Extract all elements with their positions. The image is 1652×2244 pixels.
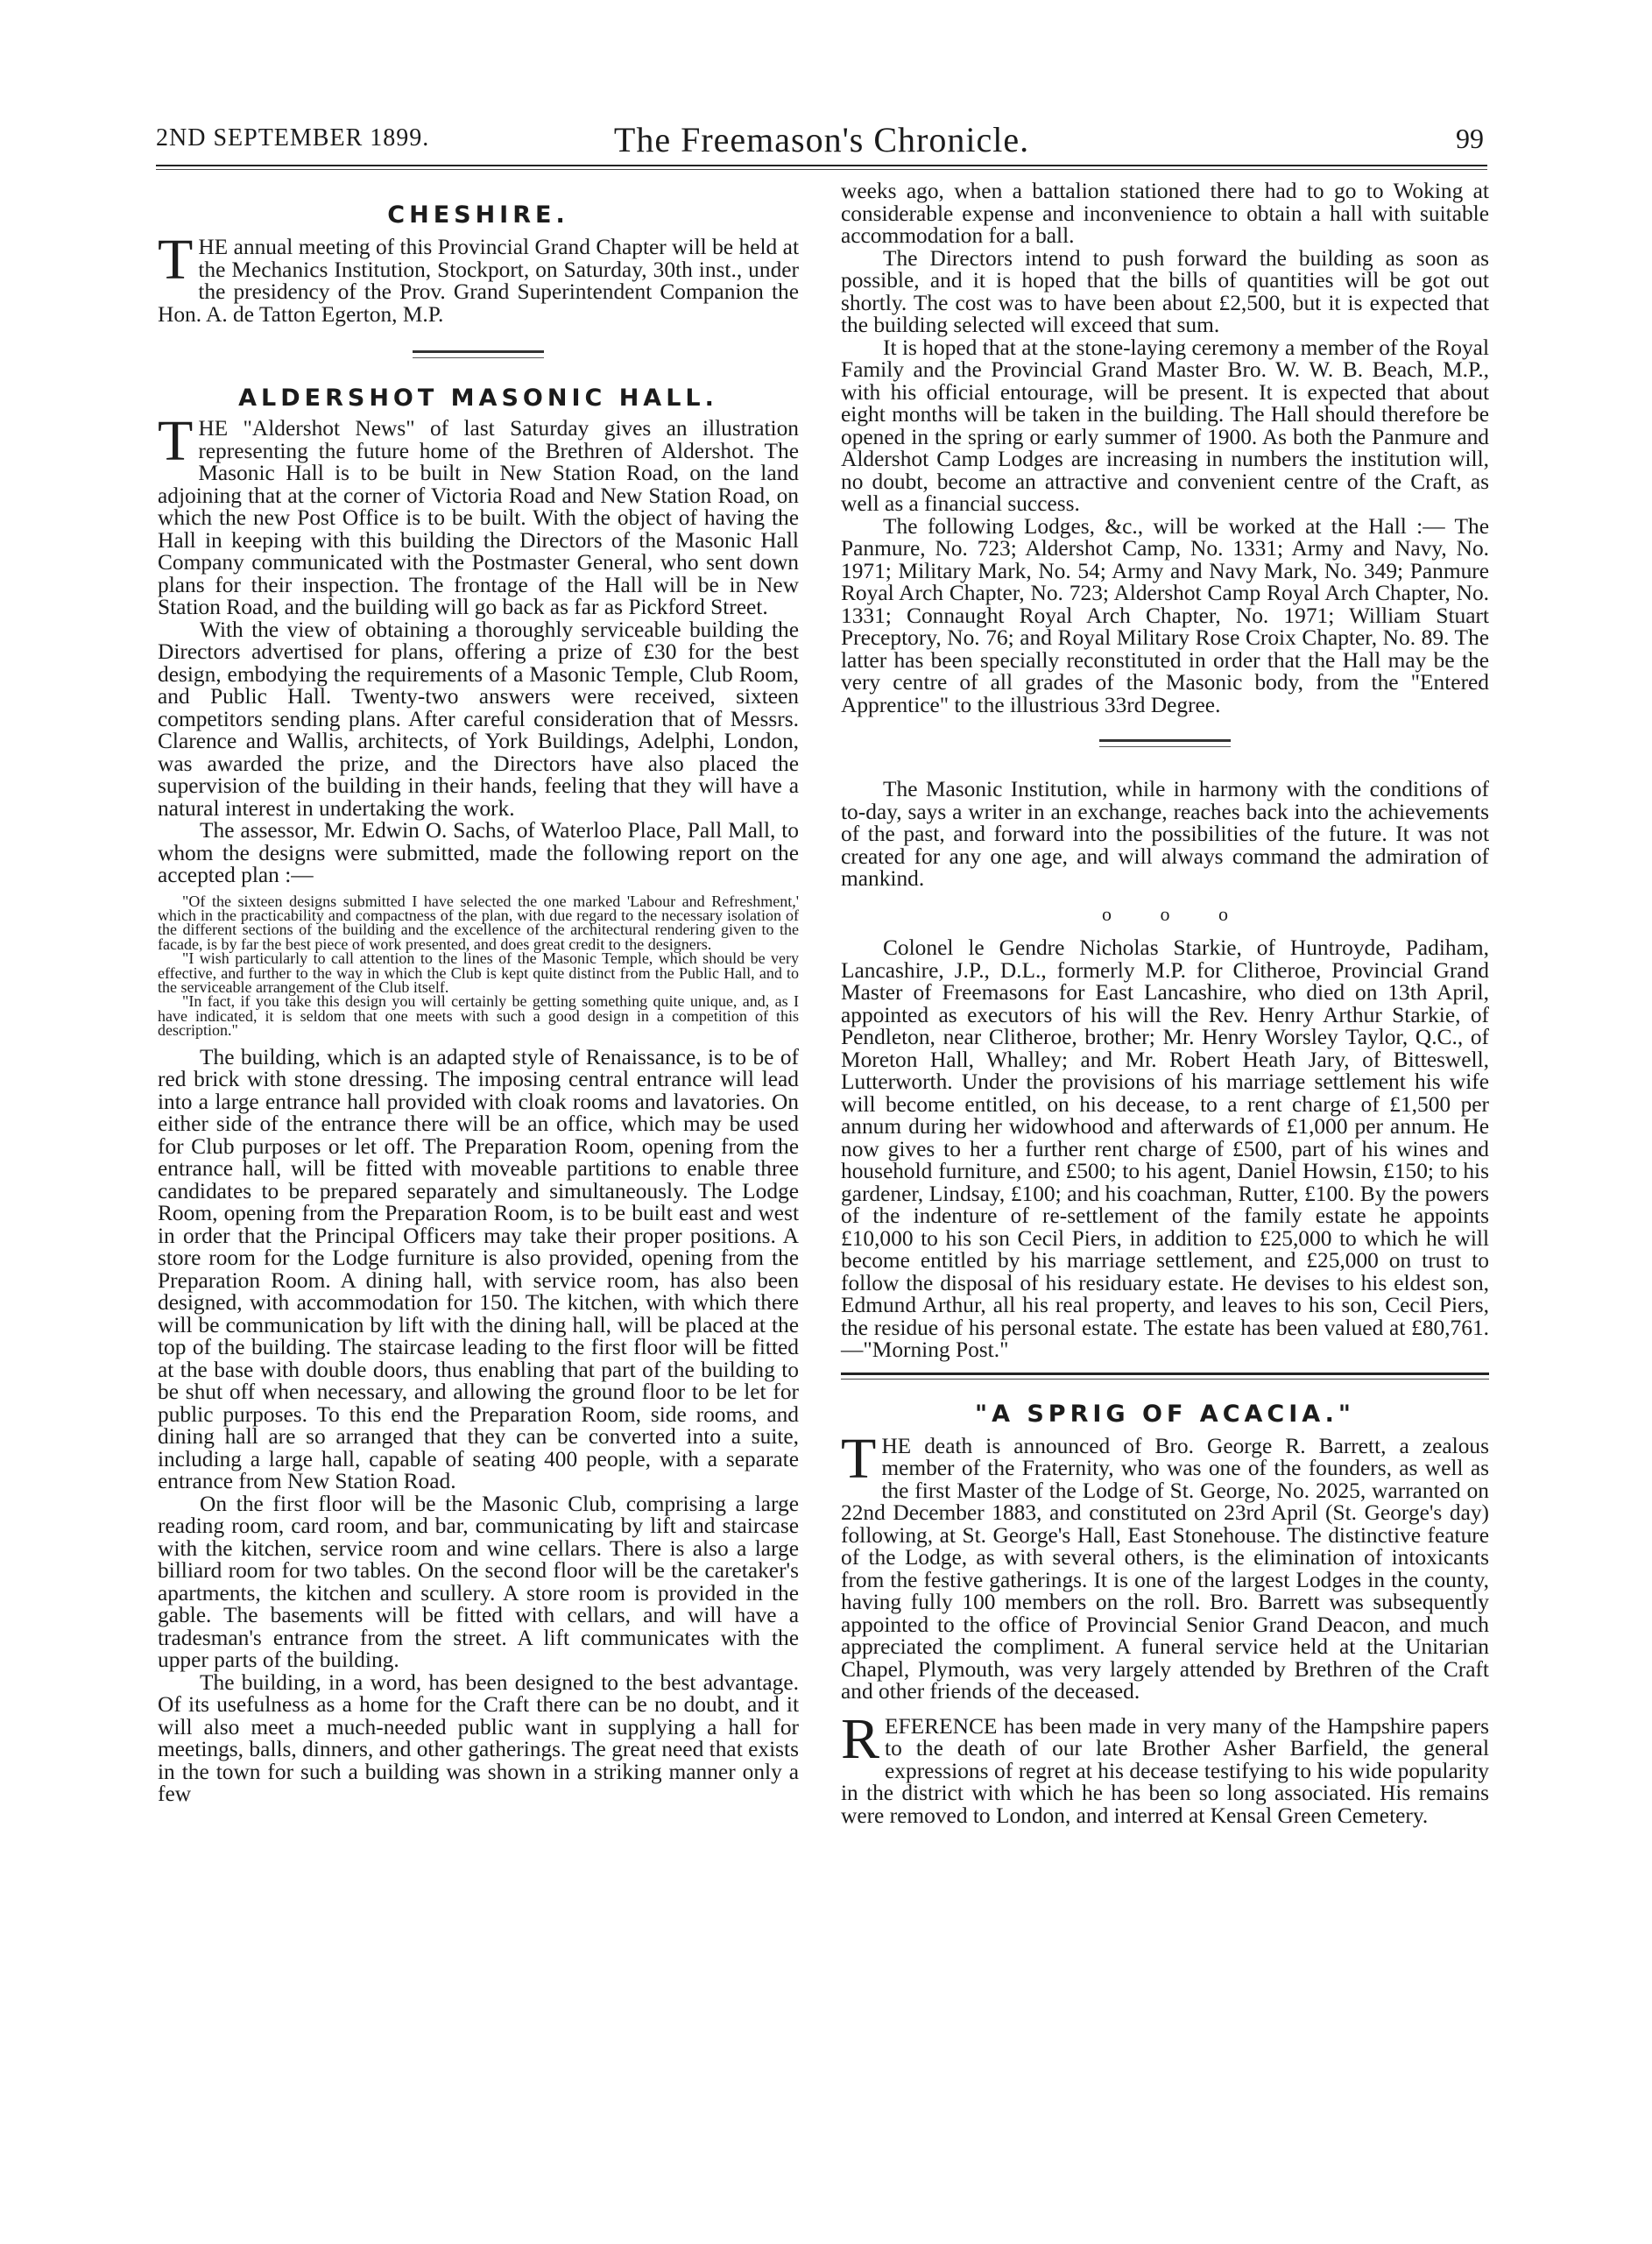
- left-column: [158, 180, 799, 1806]
- header-rule-thin: [156, 169, 1487, 170]
- aldershot-paragraph: The building, which is an adapted style of Renaissance, is to be of red brick with stone dressing. The imposing central entrance will lead into a large entrance hall provided with cloak rooms and lavatories. On either side of the entrance there will be an office, which may be used for Club purposes or let off. The Preparation Room, opening from the entrance hall, will be fitted with moveable partitions to enable three candidates to be prepared separately and simultaneously. The Lodge Room, opening from the Preparation Room, is to be built east and west in order that the Principal Officers may take their proper positions. A store room for the Lodge furniture is also provided, opening from the Preparation Room. A dining hall, with service room, has also been designed, with accommodation for 150. The kitchen, with which there will be communication by lift with the dining hall, will be placed at the top of the building. The staircase leading to the first floor will be fitted at the base with double doors, thus enabling that part of the building to be shut off when necessary, and allowing the ground floor to be let for public purposes. To this end the Preparation Room, side rooms, and dining hall are so arranged that they can be converted into a suite, including a large hall, capable of seating 400 people, with a separate entrance from New Station Road.: [158, 1044, 799, 1494]
- aldershot-paragraph: With the view of obtaining a thoroughly serviceable building the Directors advertised for plans, offering a prize of £30 for the best design, embodying the requirements of a Masonic Temple, Club Room, and Public Hall. Twenty-two answers were received, sixteen competitors sending plans. After careful consideration that of Messrs. Clarence and Wallis, architects, of York Buildings, Adelphi, London, was awarded the prize, and the Directors have also placed the supervision of the building in their hands, feeling that they will have a natural interest in undertaking the work.: [158, 617, 799, 821]
- starkie-will-paragraph: Colonel le Gendre Nicholas Starkie, of Huntroyde, Padiham, Lancashire, J.P., D.L., formerly M.P. for Clitheroe, Provincial Grand Master of Freemasons for East Lancashire, who died on 13th April, appointed as executors of his will the Rev. Henry Arthur Starkie, of Pendleton, near Clitheroe, brother; Mr. Henry Worsley Taylor, Q.C., of Moreton Hall, Whalley; and Mr. Robert Heath Jary, of Bitteswell, Lutterworth. Under the provisions of his marriage settlement his wife will become entitled, on his decease, to a rent charge of £1,500 per annum during her widowhood and afterwards of £1,000 per annum. He now gives to her a further rent charge of £500, part of his wines and household furniture, and £500; to his agent, Daniel Howsin, £150; to his gardener, Lindsay, £100; and his coachman, Rutter, £100. By the powers of the indenture of re-settlement of the family estate he appoints £10,000 to his son Cecil Piers, in addition to £25,000 to which he will become entitled by his marriage settlement, and £25,000 on trust to follow the disposal of his residuary estate. He devises to his eldest son, Edmund Arthur, all his real property, and leaves to his son, Cecil Piers, the residue of his personal estate. The estate has been valued at £80,761.—"Morning Post.": [841, 935, 1489, 1362]
- right-column: [841, 180, 1489, 1827]
- cheshire-body: THE annual meeting of this Provincial Grand Chapter will be held at the Mechanics Institution, Stockport, on Saturday, 30th inst., under the presidency of the Prov. Grand Superintendent Companion the Hon. A. de Tatton Egerton, M.P.: [158, 228, 799, 327]
- aldershot-paragraph: It is hoped that at the stone-laying ceremony a member of the Royal Family and the Provincial Grand Master Bro. W. W. B. Beach, M.P., with his official entourage, will be present. It is expected that about eight months will be taken in the building. The Hall should therefore be opened in the spring or early summer of 1900. As both the Panmure and Aldershot Camp Lodges are increasing in numbers the institution will, no doubt, become an attractive and convenient centre of the Craft, as well as a financial success.: [841, 335, 1489, 516]
- cheshire-heading: CHESHIRE.: [387, 201, 569, 229]
- page-number: 99: [1456, 123, 1484, 154]
- issue-date: 2ND SEPTEMBER 1899.: [156, 124, 430, 152]
- aldershot-heading: ALDERSHOT MASONIC HALL.: [238, 385, 718, 412]
- aldershot-paragraph: The following Lodges, &c., will be worked at the Hall :— The Panmure, No. 723; Aldershot Camp, No. 1331; Army and Navy, No. 1971; Military Mark, No. 54; Army and Navy Mark, No. 349; Panmure Royal Arch Chapter, No. 723; Aldershot Camp Royal Arch Chapter, No. 1331; Connaught Royal Arch Chapter, No. 1971; William Stuart Preceptory, No. 76; and Royal Military Rose Croix Chapter, No. 89. The latter has been specially reconstituted in order that the Hall may be the very centre of all grades of the Masonic body, from the "Entered Apprentice" to the illustrious 33rd Degree.: [841, 513, 1489, 717]
- section-divider: [1099, 739, 1231, 747]
- quote-paragraph: "In fact, if you take this design you will certainly be getting something quite unique, and, as I have indicated, it is seldom that one meets with such a good design in a competition of this description.": [158, 992, 799, 1040]
- masonic-institution-paragraph: The Masonic Institution, while in harmony with the conditions of to-day, says a writer in an exchange, reaches back into the achievements of the past, and forward into the possibilities of the future. It was not created for any one age, and will always command the admiration of mankind.: [841, 777, 1489, 891]
- assessor-report-quote: [158, 894, 799, 1038]
- aldershot-paragraph: THE "Aldershot News" of last Saturday gives an illustration representing the future home of the Brethren of Aldershot. The Masonic Hall is to be built in New Station Road, on the land adjoining that at the corner of Victoria Road and New Station Road, on which the new Post Office is to be built. With the object of having the Hall in keeping with this building the Directors of the Masonic Hall Company communicated with the Postmaster General, who sent down plans for their inspection. The frontage of the Hall will be in New Station Road, and the building will go back as far as Pickford Street.: [158, 409, 799, 619]
- quote-paragraph: "I wish particularly to call attention to the lines of the Masonic Temple, which should be very effective, and further to the way in which the Club is kept quite distinct from the Public Hall, and to the serviceable arrangement of the Club itself.: [158, 949, 799, 996]
- aldershot-paragraph: The assessor, Mr. Edwin O. Sachs, of Waterloo Place, Pall Mall, to whom the designs were submitted, made the following report on the accepted plan :—: [158, 818, 799, 887]
- acacia-heading: "A SPRIG OF ACACIA.": [975, 1400, 1355, 1428]
- aldershot-paragraph: The Directors intend to push forward the building as soon as possible, and it is hoped that the bills of quantities will be got out shortly. The cost was to have been about £2,500, but it is expected that the building selected will exceed that sum.: [841, 245, 1489, 337]
- section-divider: [413, 350, 544, 358]
- ornamental-dots: o o o: [1102, 902, 1228, 925]
- quote-paragraph: "Of the sixteen designs submitted I have selected the one marked 'Labour and Refreshment,' which in the practicability and compactness of the plan, with due regard to the necessary isolation of the different sections of the building and the excellence of the architectural rendering given to the facade, is by far the best piece of work presented, and does great credit to the designers.: [158, 892, 799, 953]
- aldershot-paragraph: On the first floor will be the Masonic Club, comprising a large reading room, card room, and bar, communicating by lift and staircase with the kitchen, service room and wine cellars. There is also a large billiard room for two tables. On the second floor will be the caretaker's apartments, the kitchen and scullery. A store room is provided in the gable. The basements will be fitted with cellars, and will have a tradesman's entrance from the street. A lift communicates with the upper parts of the building.: [158, 1491, 799, 1673]
- aldershot-continued: weeks ago, when a battalion stationed there had to go to Woking at considerable expense and inconvenience to obtain a hall with suitable accommodation for a ball.: [841, 179, 1489, 248]
- barfield-paragraph: REFERENCE has been made in very many of the Hampshire papers to the death of our late Brother Asher Barfield, the general expressions of regret at his decease testifying to his wide popularity in the district with which he has been so long associated. His remains were removed to London, and interred at Kensal Green Cemetery.: [841, 1706, 1489, 1828]
- acacia-paragraph: THE death is announced of Bro. George R. Barrett, a zealous member of the Fraternity, who was one of the founders, as well as the first Master of the Lodge of St. George, No. 2025, warranted on 22nd December 1883, and constituted on 23rd April (St. George's day) following, at St. George's Hall, East Stonehouse. The distinctive feature of the Lodge, as with several others, is the elimination of intoxicants from the festive gatherings. It is one of the largest Lodges in the county, having fully 100 members on the roll. Bro. Barrett was subsequently appointed to the office of Provincial Senior Grand Deacon, and much appreciated the compliment. A funeral service held at the Unitarian Chapel, Plymouth, was very largely attended by Brethren of the Craft and other friends of the deceased.: [841, 1426, 1489, 1704]
- header-rule: [156, 165, 1487, 166]
- aldershot-paragraph: The building, in a word, has been designed to the best advantage. Of its usefulness as a home for the Craft there can be no doubt, and it will also meet a much-needed public want in supplying a hall for meetings, balls, dinners, and other gatherings. The great need that exists in the town for such a building was shown in a striking manner only a few: [158, 1669, 799, 1807]
- section-divider: [841, 1373, 1489, 1380]
- page-header: [156, 119, 1487, 158]
- publication-title: The Freemason's Chronicle.: [613, 120, 1030, 159]
